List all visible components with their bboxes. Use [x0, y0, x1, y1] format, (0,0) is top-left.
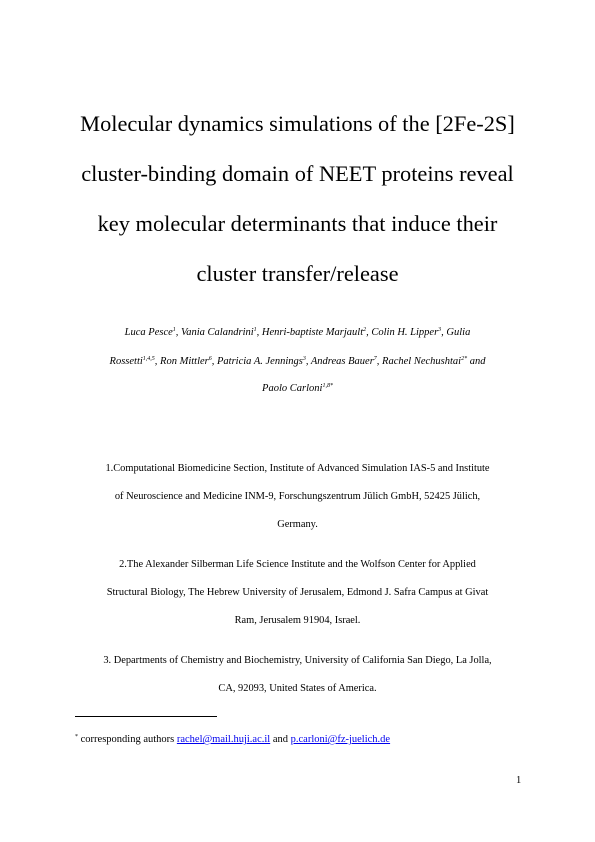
footnote-marker: * — [75, 734, 78, 740]
footnote-joiner: and — [270, 734, 291, 745]
author-affiliation-marker: 1,4,5 — [142, 356, 155, 362]
author-name: Paolo Carloni — [262, 383, 323, 394]
affiliation-2-line-2: Structural Biology, The Hebrew University of Jerusalem, Edmond J. Safra Campus at Givat — [106, 587, 489, 598]
paper-title-line-1: Molecular dynamics simulations of the [2Fe-2S] — [80, 111, 515, 136]
author-name: Luca Pesce — [124, 327, 173, 338]
author-affiliation-marker: 6 — [208, 356, 212, 362]
page-number: 1 — [516, 775, 522, 786]
author-affiliation-marker: 3 — [302, 356, 306, 362]
author-line-3 — [70, 384, 525, 395]
author-separator: , — [305, 356, 311, 367]
affiliation-1-line-2: of Neuroscience and Medicine INM-9, Forschungszentrum Jülich GmbH, 52425 Jülich, — [114, 491, 481, 502]
author-separator: , — [154, 356, 161, 367]
paper-title-line-2: cluster-binding domain of NEET proteins reveal — [81, 161, 514, 186]
affiliation-1-line-3: Germany. — [277, 519, 318, 530]
author-name: Andreas Bauer — [310, 356, 374, 367]
author-separator: , — [175, 327, 182, 338]
author-name: Henri-baptiste Marjault — [261, 327, 364, 338]
affiliation-2-line-3: Ram, Jerusalem 91904, Israel. — [234, 615, 361, 626]
footnote-separator — [75, 716, 217, 717]
author-name: Rossetti — [109, 356, 143, 367]
author-affiliation-marker: 2 — [363, 327, 367, 333]
author-name: Vania Calandrini — [181, 327, 254, 338]
corresponding-authors-footnote — [75, 735, 390, 746]
affiliation-3-line-2: CA, 92093, United States of America. — [218, 683, 377, 694]
author-affiliation-marker: 1 — [253, 327, 257, 333]
footnote-text: corresponding authors — [78, 734, 177, 745]
email-link-carloni[interactable]: p.carloni@fz-juelich.de — [290, 734, 391, 745]
author-name: Patricia A. Jennings — [216, 356, 303, 367]
affiliation-2-line-1: 2.The Alexander Silberman Life Science Institute and the Wolfson Center for Applied — [119, 559, 476, 570]
author-affiliation-marker: 3 — [438, 327, 442, 333]
affiliation-1-line-1: 1.Computational Biomedicine Section, Institute of Advanced Simulation IAS-5 and Institute — [105, 463, 490, 474]
author-separator: , — [376, 356, 383, 367]
author-name: Colin H. Lipper — [371, 327, 439, 338]
author-name: Rachel Nechushtai — [382, 356, 462, 367]
author-affiliation-marker: 2* — [461, 356, 468, 362]
author-line-2 — [70, 357, 525, 368]
email-link-nechushtai[interactable]: rachel@mail.huji.ac.il — [176, 734, 271, 745]
author-separator: , — [256, 327, 262, 338]
paper-title-line-3: key molecular determinants that induce their — [97, 211, 498, 236]
author-separator: , — [211, 356, 217, 367]
author-affiliation-marker: 1,8* — [322, 383, 333, 389]
author-affiliation-marker: 7 — [373, 356, 377, 362]
author-affiliation-marker: 1 — [172, 327, 176, 333]
author-name: Gulia — [446, 327, 471, 338]
author-separator: , — [441, 327, 447, 338]
paper-title-line-4: cluster transfer/release — [196, 261, 399, 286]
author-separator: and — [467, 356, 486, 367]
author-line-1 — [70, 328, 525, 339]
author-separator: , — [366, 327, 372, 338]
author-name: Ron Mittler — [160, 356, 209, 367]
affiliation-3-line-1: 3. Departments of Chemistry and Biochemistry, University of California San Diego, La Jolla, — [103, 655, 492, 666]
